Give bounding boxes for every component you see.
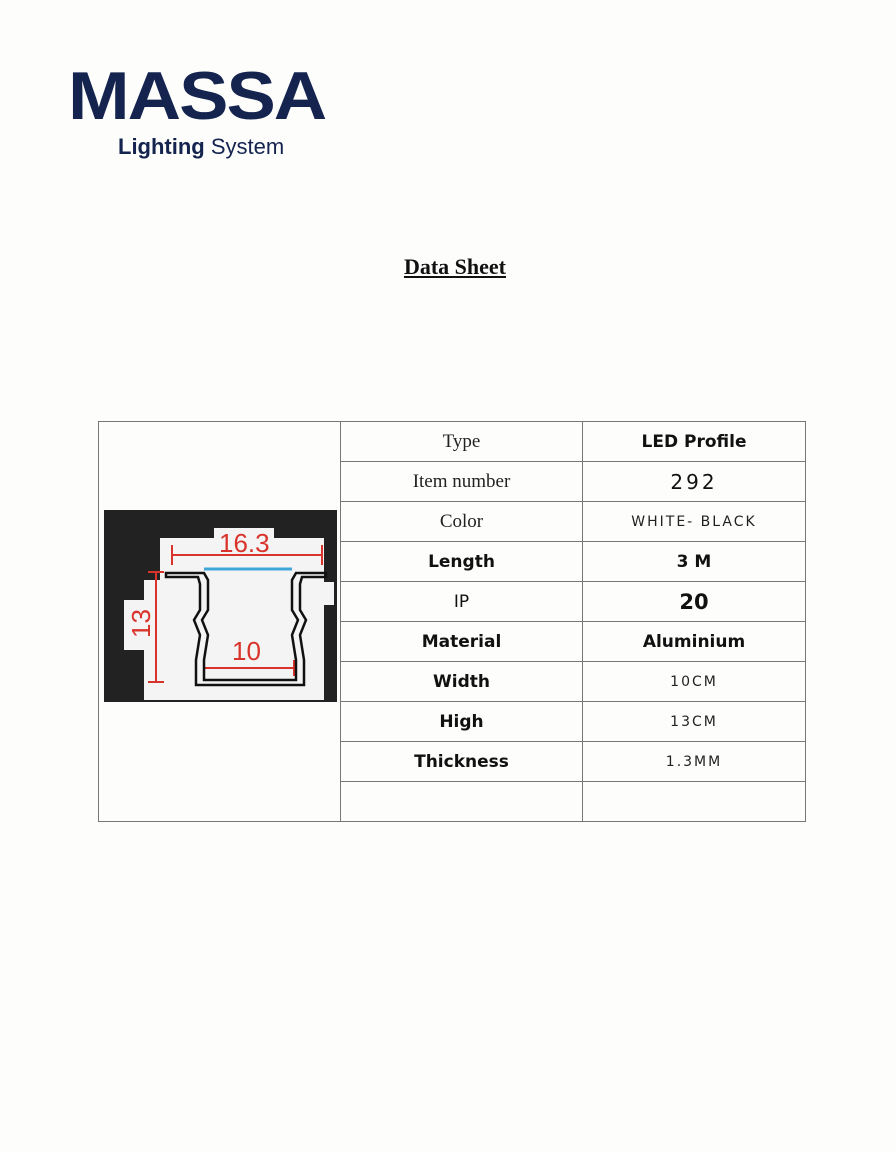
company-logo — [68, 57, 408, 172]
dim-inner-label: 10 — [232, 636, 261, 666]
spec-value-item-number: 292 — [583, 462, 806, 502]
spec-label-color: Color — [341, 502, 583, 542]
spec-table — [98, 421, 806, 822]
logo-brand: MASSA — [68, 57, 326, 134]
spec-value-empty — [583, 782, 806, 822]
dim-side-label: 13 — [126, 609, 156, 638]
logo-tagline-regular: System — [210, 134, 285, 159]
spec-label-type: Type — [341, 422, 583, 462]
logo-tagline-bold: Lighting — [118, 134, 205, 159]
spec-label-empty — [341, 782, 583, 822]
profile-cross-section-image — [104, 510, 337, 702]
spec-value-width: 10CM — [583, 662, 806, 702]
spec-label-high: High — [341, 702, 583, 742]
spec-label-thickness: Thickness — [341, 742, 583, 782]
spec-label-width: Width — [341, 662, 583, 702]
dim-top-label: 16.3 — [219, 528, 270, 558]
page-title: Data Sheet — [403, 254, 507, 279]
logo-tagline — [118, 134, 284, 160]
spec-value-color: WHITE- BLACK — [583, 502, 806, 542]
spec-value-type: LED Profile — [583, 422, 806, 462]
spec-value-length: 3 M — [583, 542, 806, 582]
table-row — [99, 422, 806, 462]
spec-label-ip: IP — [341, 582, 583, 622]
spec-value-high: 13CM — [583, 702, 806, 742]
spec-label-item-number: Item number — [341, 462, 583, 502]
spec-label-length: Length — [341, 542, 583, 582]
spec-value-ip: 20 — [583, 582, 806, 622]
profile-image-cell — [99, 422, 341, 822]
spec-label-material: Material — [341, 622, 583, 662]
spec-value-thickness: 1.3MM — [583, 742, 806, 782]
spec-value-material: Aluminium — [583, 622, 806, 662]
